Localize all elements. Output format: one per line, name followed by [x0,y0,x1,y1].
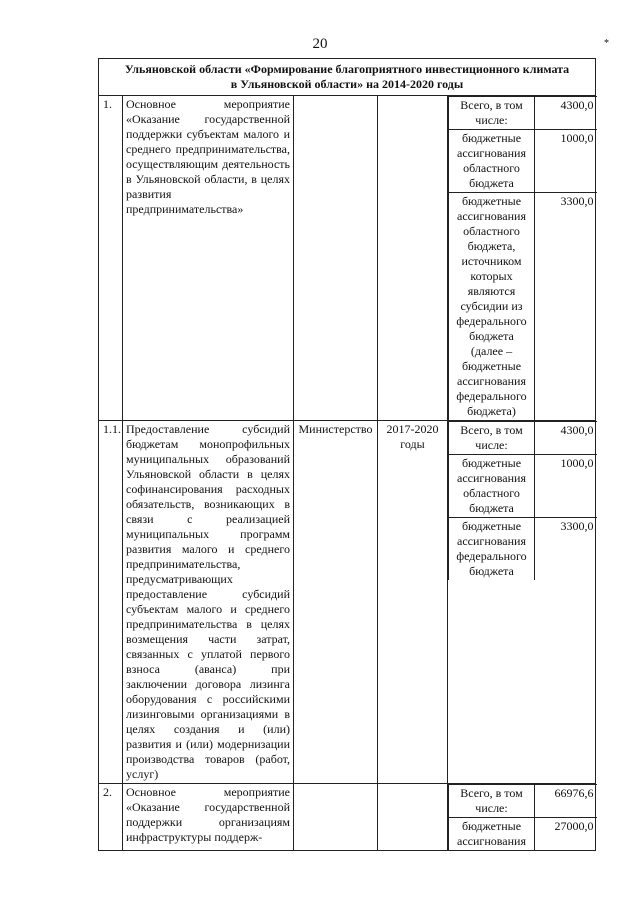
funding-row [449,193,597,421]
funding-row [449,422,597,455]
row-executor: Министерство [294,421,378,784]
funding-row [449,97,597,130]
funding-source: Всего, в том числе: [449,422,535,455]
table-row [99,784,596,851]
funding-cell [448,96,596,421]
funding-amount: 66976,6 [535,785,597,818]
funding-amount: 3300,0 [535,193,597,421]
funding-cell [448,784,596,851]
table-header [99,59,596,96]
row-executor [294,784,378,851]
row-description: Основное мероприятие «Оказание государственной поддержки организациям инфраструктуры поддерж- [123,784,294,851]
funding-amount: 4300,0 [535,97,597,130]
table-row [99,421,596,784]
funding-cell [448,421,596,784]
funding-amount: 4300,0 [535,422,597,455]
header-line-1: Ульяновской области «Формирование благоприятного инвестиционного климата [124,62,570,76]
row-number: 1. [99,96,123,421]
funding-source: бюджетные ассигнования [449,818,535,851]
funding-source: бюджетные ассигнования федерального бюджета [449,518,535,581]
funding-table [448,784,597,850]
funding-amount: 1000,0 [535,130,597,193]
funding-amount: 1000,0 [535,455,597,518]
row-description: Предоставление субсидий бюджетам монопрофильных муниципальных образований Ульяновской области в целях софинансирования расходных обязательств, возникающих в связи с реализацией муниципальных программ развития малого и среднего предпринимательства, предусматривающих предоставление субсидий субъектам малого и среднего предпринимательства в целях возмещения части затрат, связанных с уплатой первого взноса (аванса) при заключении договора лизинга оборудования с российскими лизинговыми организациями в целях создания и (или) развития и (или) модернизации производства товаров (работ, услуг) [123,421,294,784]
table-row [99,96,596,421]
corner-mark: * [604,38,609,49]
funding-source: Всего, в том числе: [449,97,535,130]
funding-row [449,785,597,818]
funding-source: бюджетные ассигнования областного бюджета [449,130,535,193]
funding-row [449,455,597,518]
page-number: 20 [312,36,328,52]
funding-source: бюджетные ассигнования областного бюджета [449,455,535,518]
funding-table [448,421,597,580]
funding-amount: 27000,0 [535,818,597,851]
funding-amount: 3300,0 [535,518,597,581]
row-period [378,96,448,421]
row-period: 2017-2020 годы [378,421,448,784]
program-table [98,58,596,851]
funding-source: бюджетные ассигнования областного бюджета, источником которых являются субсидии из федерального бюджета (далее – бюджетные ассигнования федерального бюджета) [449,193,535,421]
row-number: 2. [99,784,123,851]
row-period [378,784,448,851]
row-number: 1.1. [99,421,123,784]
funding-row [449,130,597,193]
row-executor [294,96,378,421]
header-line-2: в Ульяновской области» на 2014-2020 годы [230,77,464,91]
funding-row [449,818,597,851]
row-description: Основное мероприятие «Оказание государственной поддержки субъектам малого и среднего предпринимательства, осуществляющим деятельность в Ульяновской области, в целях развития предпринимательства» [123,96,294,421]
funding-row [449,518,597,581]
table-header-row [99,59,596,96]
funding-source: Всего, в том числе: [449,785,535,818]
funding-table [448,96,597,420]
